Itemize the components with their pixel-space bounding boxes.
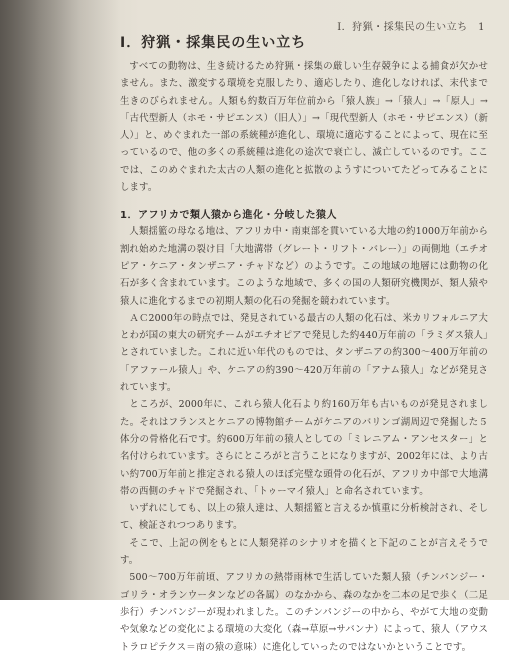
body-paragraph: そこで、上記の例をもとに人類発祥のシナリオを描くと下記のことが言えそうです。 (120, 537, 488, 567)
chapter-title: Ⅰ．狩猟・採集民の生い立ち (120, 35, 307, 51)
body-paragraph: 人類揺籃の母なる地は、アフリカ中・南東部を貫いている大地の約1000万年前から割れ始めた地溝の裂け目「大地溝帯（グレート・リフト・バレー）」の両側地（エチオピア・ケニア・タンザニア・チャドなど）のようです。この地域の地層には動物の化石が多く含まれています。このような地域で、多くの国の人類研究機関が、類人猿や猿人に進化するまでの初期人類の化石の発掘を競われています。 (120, 226, 488, 307)
intro-paragraph: すべての動物は、生き続けるため狩猟・採集の厳しい生存競争による捕食が欠かせません。また、激変する環境を克服したり、適応したり、進化しなければ、末代まで生きのびられません。人類も約数百万年位前から「猿人族」→「猿人」→「原人」→「古代型新人（ホモ・サピエンス）（旧人）」→「現代型新人（ホモ・サピエンス）（新人）」と、めぐまれた一部の系統種が進化し、環境に適応することによって、現在に至っているので、他の多くの系統種は進化の途次で衰亡し、滅亡しているのです。ここでは、このめぐまれた太古の人類の進化と拡散のようすについてたどってみることにします。 (120, 61, 488, 194)
page-content (120, 32, 488, 656)
body-paragraph: ＡＣ2000年の時点では、発見されている最古の人類の化石は、米カリフォルニア大とわが国の東大の研究チームがエチオピアで発見した約440万年前の「ラミダス猿人」とされていました。これに近い年代のものでは、タンザニアの約300～400万年前の「アファール猿人」や、ケニアの約390～420万年前の「アナム猿人」などが発見されています。 (120, 312, 488, 394)
section-title: 1．アフリカで類人猿から進化・分岐した猿人 (120, 210, 337, 222)
running-head: Ⅰ．狩猟・採集民の生い立ち 1 (337, 22, 485, 33)
body-paragraph: ところが、2000年に、これら猿人化石より約160万年も古いものが発見されました。それはフランスとケニアの博物館チームがケニアのバリンゴ湖周辺で発掘した５体分の骨格化石です。約600万年前の猿人としての「ミレニアム・アンセスター」と名付けられています。さらにところがと言うことになりますが、2002年には、より古い約700万年前と推定される猿人のほぼ完璧な頭骨の化石が、アフリカ中部で大地溝帯の西側のチャドで発掘され、「トゥーマイ猿人」と命名されています。 (120, 399, 488, 497)
gutter-shadow (0, 0, 120, 600)
body-paragraph: いずれにしても、以上の猿人達は、人類揺籃と言えるか慎重に分析検討され、そして、検証されつつあります。 (120, 503, 488, 532)
body-paragraph: 500～700万年前頃、アフリカの熱帯雨林で生活していた類人猿（チンパンジー・ゴリラ・オランウータンなどの各属）のなかから、森のなかを二本の足で歩く（二足歩行）チンパンジーが現われました。このチンパンジーの中から、やがて大地の変動や気象などの変化による環境の大変化（森→草原→サバンナ）によって、猿人（アウストラロピテクス＝南の猿の意味）に進化していったのではないかということです。 (120, 572, 488, 653)
